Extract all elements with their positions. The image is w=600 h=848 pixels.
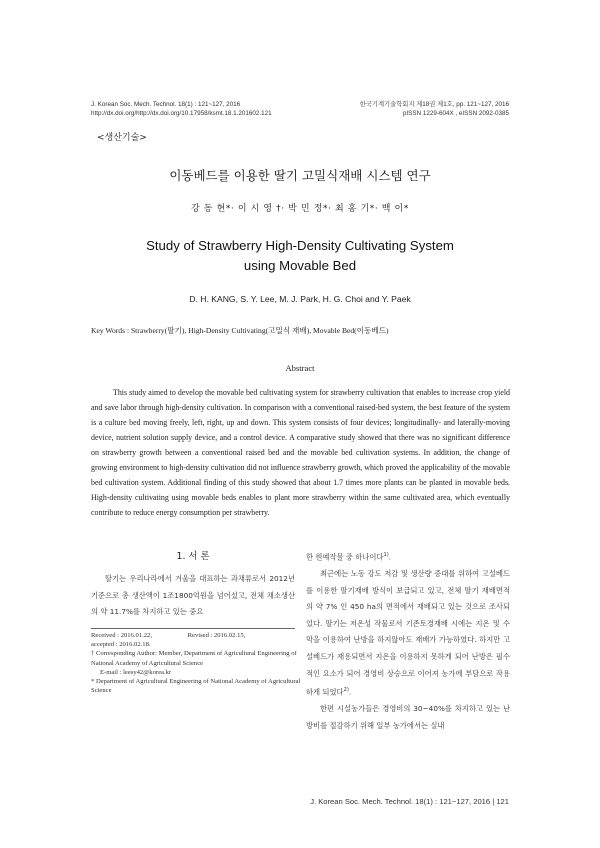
right-paragraph-1: 한 원예작물 중 하나이다$^{1)}$. <box>306 552 392 562</box>
header-left-line1: J. Korean Soc. Mech. Technol. 18(1) : 121~127, 2016 <box>91 101 241 108</box>
header-right-line2: pISSN 1229-604X , eISSN 2092-0385 <box>402 110 509 117</box>
accepted-date: accepted : 2016.02.18. <box>91 641 151 649</box>
journal-citation <box>91 100 272 118</box>
title-en-line2: using Movable Bed <box>243 258 357 273</box>
intro-paragraph: 딸기는 우리나라에서 겨울을 대표하는 과채류로서 2012년 기준으로 총 생산액이 1조1800억원을 넘어섰고, 전체 채소생산의 약 11.7%를 차지하고 있는 중요 <box>91 574 295 617</box>
footnotes <box>91 631 305 695</box>
citation-ref: 2) <box>343 687 349 694</box>
right-paragraph-2: 최근에는 노동 강도 저감 및 생산량 증대를 위하여 고설베드를 이용한 딸기재배 방식이 보급되고 있고, 전체 딸기 재배면적의 약 7% 인 450 ha의 면적에서 재배되고 있는 것으로 조사되었다. 딸기는 저온성 작물로서 기존토경재배 시에는 지온 및 수막을 이용하여 난방을 하지않아도 재배가 가능하였다. 하지만 고설베드가 재용되면서 지온을 이용하지 못하게 되어 난방은 필수적인 요소가 되어 경영비 상승으로 이어져 농가에 부담으로 작용하게 되었다$^{2)}$. <box>306 569 510 697</box>
header-doi-link[interactable]: http://dx.doi.org/http://dx.doi.org/10.17958/ksmt.18.1.201602.121 <box>91 110 272 117</box>
footnote-divider <box>91 628 295 629</box>
keywords: Key Words : Strawberry(딸기), High-Density Cultivating(고밀식 재배), Movable Bed(이동베드) <box>91 326 389 335</box>
citation-ref: 1) <box>383 552 389 558</box>
author-email[interactable]: E-mail : leesy42@korea.kr <box>100 668 172 676</box>
intro-heading: 1. 서 론 <box>176 551 210 562</box>
journal-issn <box>360 100 509 118</box>
abstract-heading: Abstract <box>285 363 315 373</box>
received-dates <box>91 631 305 640</box>
received-date: Received : 2016.01.22, <box>91 632 152 639</box>
header-right-line1: 한국기계기술학회지 제18권 제1호, pp. 121~127, 2016 <box>359 101 509 108</box>
right-paragraph-3: 한편 시설농가들은 경영비의 30~40%를 차지하고 있는 난방비를 절감하기 위해 일부 농가에서는 실내 <box>306 704 510 730</box>
title-en-line1: Study of Strawberry High-Density Cultivating System <box>146 238 454 253</box>
paper-title-korean: 이동베드를 이용한 딸기 고밀식재배 시스템 연구 <box>169 168 431 183</box>
abstract-text: This study aimed to develop the movable bed cultivating system for strawberry cultivation that enables to increase crop yield and save labor through high-density cultivation. In comparison with a conventional raised-bed system, the best feature of the system is a culture bed moving freely, left, right, up and down. This system consists of four devices; longitudinally- and laterally-moving device, nutrient solution supply device, and a control device. A comparative study showed that there was no significant difference on strawberry growth between a conventional raised bed and the movable bed cultivation systems. In addition, the change of growing environment to high-density cultivation did not influence strawberry growth, which proved the applicability of the movable bed cultivation system. Additional finding of this study showed that about 1.7 times more plants can be planted in movable beds. High-density cultivating using movable beds enables to plant more strawberry within the same cultivated area, which eventually contribute to reduce energy consumption per strawberry. <box>91 388 510 517</box>
authors-korean: 강 동 현*· 이 시 영 †· 박 민 정*· 최 홍 기*· 백 이* <box>191 204 409 214</box>
paper-title-english <box>0 236 600 276</box>
section-tag: <생산기술> <box>97 133 147 143</box>
corresponding-author: † Corresponding Author: Member, Department of Agricultural Engineering of National Academy of Agricultural Science <box>91 650 297 667</box>
page-footer: J. Korean Soc. Mech. Technol. 18(1) : 121~127, 2016 | 121 <box>310 797 509 806</box>
intro-continued <box>306 547 510 734</box>
author-affiliation: * Department of Agricultural Engineering of National Academy of Agricultural Science <box>91 678 301 695</box>
right-paragraph-2-text: 최근에는 노동 강도 저감 및 생산량 증대를 위하여 고설베드를 이용한 딸기재배 방식이 보급되고 있고, 전체 딸기 재배면적의 약 7% 인 450 ha의 면적에서 재배되고 있는 것으로 조사되었다. 딸기는 저온성 작물로서 기존토경재배 시에는 지온 및 수막을 이용하여 난방을 하지않아도 재배가 가능하였다. 하지만 고설베드가 재용되면서 지온을 이용하지 못하게 되어 난방은 필수적인 요소가 되어 경영비 상승으로 이어져 농가에 부담으로 작용하게 되었다 <box>306 569 510 697</box>
right-paragraph-1-text: 한 원예작물 중 하나이다 <box>306 552 384 562</box>
revised-date: Revised : 2016.02.15, <box>187 632 246 639</box>
authors-english: D. H. KANG, S. Y. Lee, M. J. Park, H. G. Choi and Y. Paek <box>189 294 411 304</box>
